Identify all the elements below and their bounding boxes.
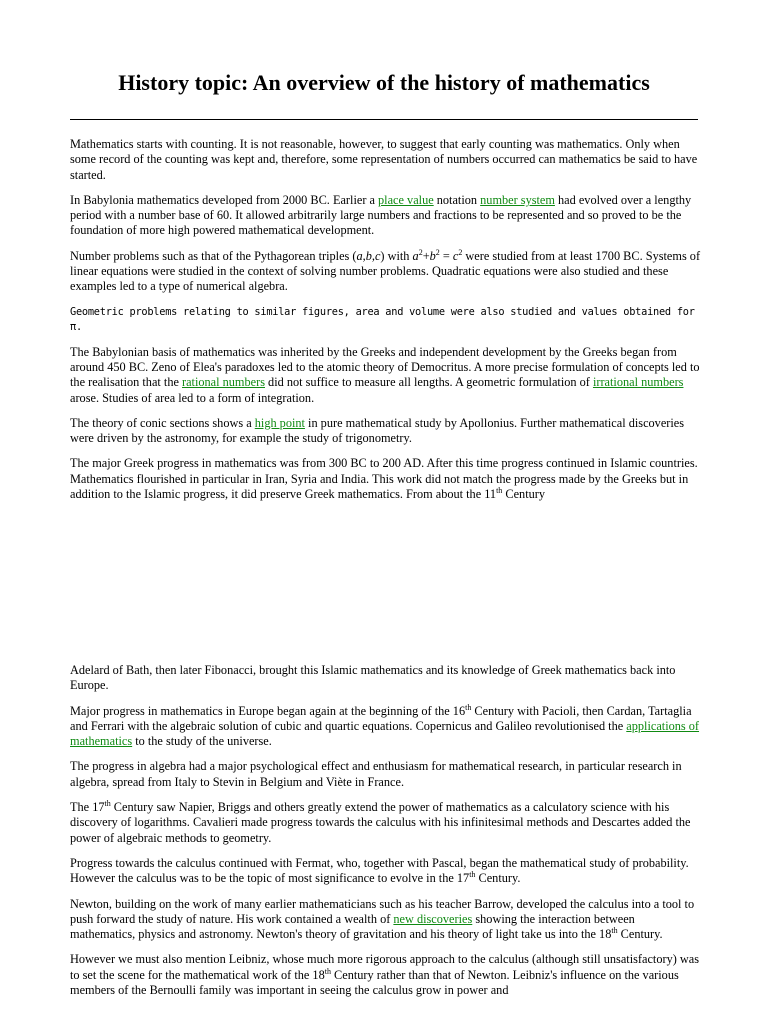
paragraph-leibniz: However we must also mention Leibniz, whose much more rigorous approach to the calculus (although still unsatisfactory) was to set the scene for the mathematical work of the 18th Century rather than that of Newton. Leibniz's influence on the various members of the Bernoulli family was important in seeing the calculus grow in power and: [70, 952, 700, 998]
text-block-top: [70, 137, 702, 512]
paragraph-babylonia: In Babylonia mathematics developed from 2000 BC. Earlier a place value notation number system had evolved over a lengthy period with a number base of 60. It allowed arbitrarily large numbers and fractions to be represented and so proved to be the foundation of more high powered mathematical development.: [70, 192, 692, 238]
link-irrational-numbers[interactable]: irrational numbers: [592, 375, 684, 390]
link-number-system[interactable]: number system: [480, 192, 555, 207]
paragraph-logarithms: The 17th Century saw Napier, Briggs and others greatly extend the power of mathematics as a calculatory science with his discovery of logarithms. Cavalieri made progress towards the calculus with his infinitesimal methods and Descartes added the power of algebraic methods to geometry.: [70, 798, 691, 845]
paragraph-greek-basis: The Babylonian basis of mathematics was inherited by the Greeks and independent development by the Greeks began from around 450 BC. Zeno of Elea's paradoxes led to the atomic theory of Democritus. A more precise formulation of concepts led to the realisation that the rational numbers did not suffice to measure all lengths. A geometric formulation of irrational numbers arose. Studies of area led to a form of integration.: [70, 344, 700, 405]
link-new-discoveries[interactable]: new discoveries: [393, 911, 473, 926]
paragraph-adelard: Adelard of Bath, then later Fibonacci, brought this Islamic mathematics and its knowledge of Greek mathematics back into Europe.: [70, 663, 676, 693]
link-applications-of-mathematics[interactable]: applications of mathematics: [70, 718, 700, 749]
paragraph-greek-progress: The major Greek progress in mathematics was from 300 BC to 200 AD. After this time progress continued in Islamic countries. Mathematics flourished in particular in Iran, Syria and India. This work did not match the progress made by the Greeks but in addition to the Islamic progress, it did preserve Greek mathematics. From about the 11th Century: [70, 456, 698, 502]
text-block-bottom: [70, 663, 702, 1008]
title-divider: [70, 119, 698, 120]
link-high-point[interactable]: high point: [254, 415, 305, 430]
paragraph-newton: Newton, building on the work of many earlier mathematicians such as his teacher Barrow, developed the calculus into a tool to push forward the study of nature. His work contained a wealth of new discoveries showing the interaction between mathematics, physics and astronomy. Newton's theory of gravitation and his theory of light take us into the 18th Century.: [70, 896, 695, 942]
paragraph-counting: Mathematics starts with counting. It is not reasonable, however, to suggest that early counting was mathematics. Only when some record of the counting was kept and, therefore, some representation of numbers occurred can mathematics be said to have started.: [70, 137, 698, 182]
paragraph-probability: Progress towards the calculus continued with Fermat, who, together with Pascal, began the mathematical study of probability. However the calculus was to be the topic of most significance to evolve in the 17th Century.: [70, 855, 689, 886]
page-title: History topic: An overview of the history of mathematics: [118, 70, 650, 95]
paragraph-conic-sections: The theory of conic sections shows a high point in pure mathematical study by Apollonius. Further mathematical discoveries were driven by the astronomy, for example the study of trigonometry.: [70, 415, 685, 446]
paragraph-europe-progress: Major progress in mathematics in Europe began again at the beginning of the 16th Century with Pacioli, then Cardan, Tartaglia and Ferrari with the algebraic solution of cubic and quartic equations. Copernicus and Galileo revolutionised the applications of mathematics to the study of the universe.: [70, 702, 700, 749]
paragraph-geometric: Geometric problems relating to similar figures, area and volume were also studied and values obtained for π.: [70, 305, 695, 333]
paragraph-pythagorean: Number problems such as that of the Pythagorean triples (a,b,c) with $a^2+b^2 = c^2$ were studied from at least 1700 BC. Systems of linear equations were studied in the context of solving number problems. Quadratic equations were also studied and these examples led to a type of numerical algebra.: [70, 247, 701, 294]
link-place-value[interactable]: place value: [378, 192, 434, 207]
paragraph-algebra-effect: The progress in algebra had a major psychological effect and enthusiasm for mathematical research, in particular research in algebra, spread from Italy to Stevin in Belgium and Viète in France.: [70, 759, 682, 789]
link-rational-numbers[interactable]: rational numbers: [182, 375, 265, 390]
